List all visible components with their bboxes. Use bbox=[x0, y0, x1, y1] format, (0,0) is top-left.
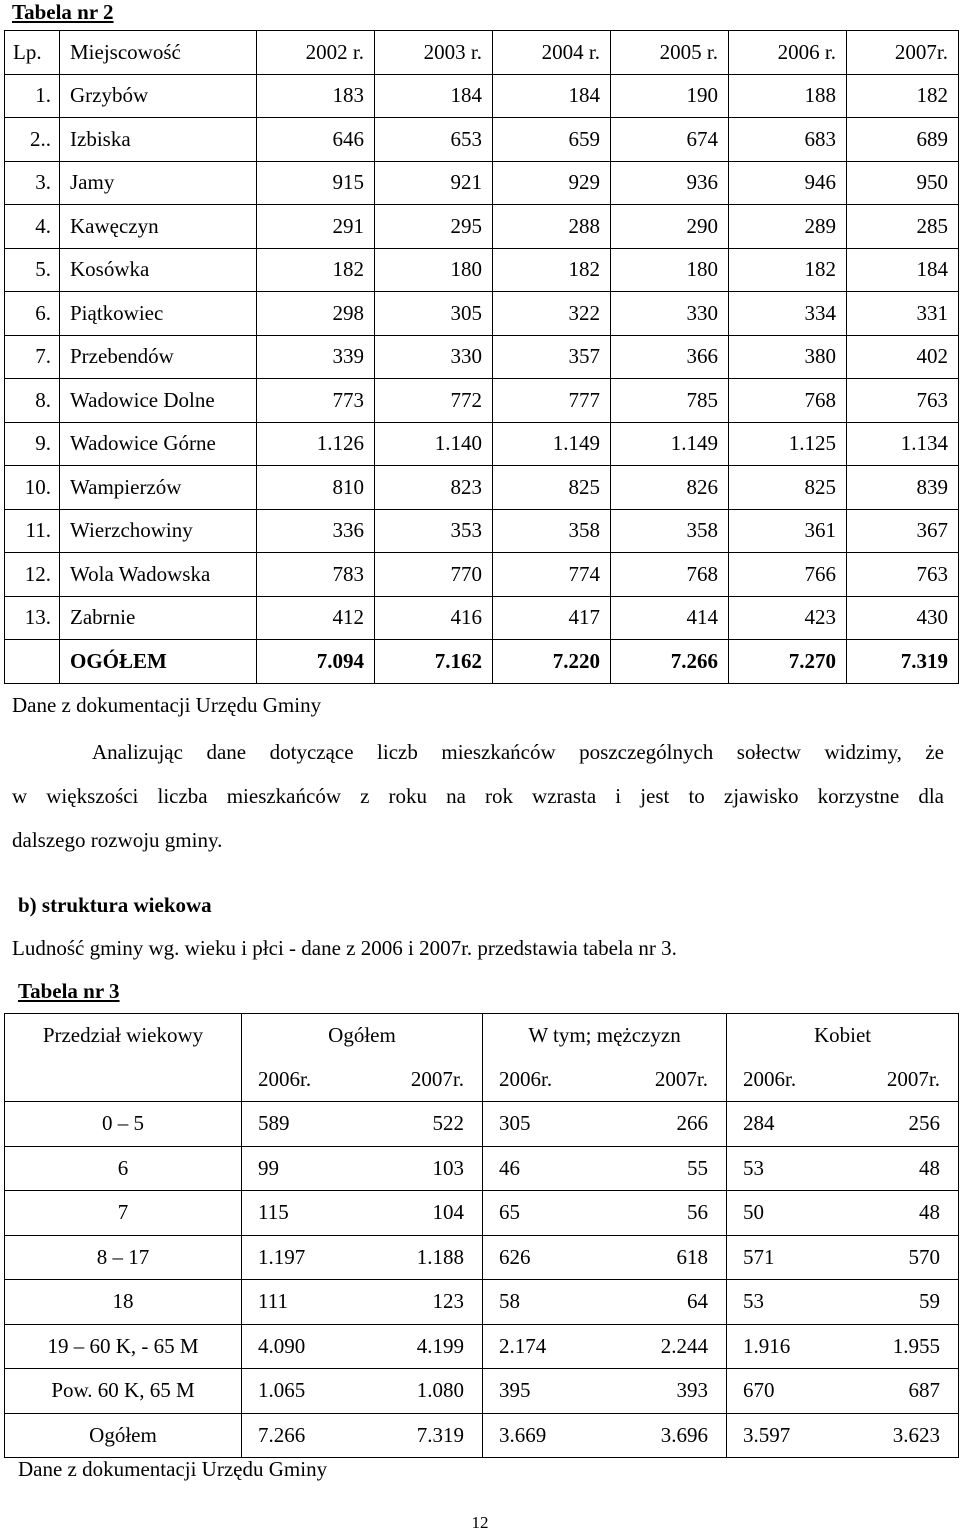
table-cell: 810 bbox=[257, 466, 375, 510]
table-cell: 763 bbox=[847, 553, 959, 597]
table-row bbox=[5, 1324, 959, 1369]
table-cell: 46 bbox=[483, 1146, 603, 1191]
table-cell: 50 bbox=[727, 1191, 841, 1236]
table-cell: 353 bbox=[375, 509, 493, 553]
table-cell: 298 bbox=[257, 292, 375, 336]
table-cell: 589 bbox=[242, 1102, 367, 1147]
table-cell: 3.696 bbox=[603, 1413, 727, 1458]
table-cell: 58 bbox=[483, 1280, 603, 1325]
table-cell: Wola Wadowska bbox=[60, 553, 257, 597]
table-cell: 4.199 bbox=[367, 1324, 483, 1369]
table-row bbox=[5, 1146, 959, 1191]
table-cell: 53 bbox=[727, 1146, 841, 1191]
table-cell: 683 bbox=[729, 118, 847, 162]
table-row bbox=[5, 553, 959, 597]
table-cell: 284 bbox=[727, 1102, 841, 1147]
table2-title: Tabela nr 2 bbox=[12, 0, 114, 24]
table-cell: 7.270 bbox=[729, 640, 847, 684]
table-cell: 180 bbox=[611, 248, 729, 292]
table-cell: 783 bbox=[257, 553, 375, 597]
table-cell: Wadowice Dolne bbox=[60, 379, 257, 423]
section-heading: b) struktura wiekowa bbox=[18, 893, 212, 917]
table-cell: 59 bbox=[841, 1280, 959, 1325]
table-cell: 414 bbox=[611, 596, 729, 640]
table-cell: 334 bbox=[729, 292, 847, 336]
table-row bbox=[5, 1369, 959, 1414]
table-cell: 626 bbox=[483, 1235, 603, 1280]
table-row bbox=[5, 596, 959, 640]
table3-age-cell: 6 bbox=[5, 1146, 242, 1191]
table-cell: 291 bbox=[257, 205, 375, 249]
table3-year-cell: 2006r. bbox=[743, 1066, 797, 1091]
table-cell: 7.162 bbox=[375, 640, 493, 684]
table-cell: Kawęczyn bbox=[60, 205, 257, 249]
table-cell: 305 bbox=[483, 1102, 603, 1147]
table3-year-cell: 2007r. bbox=[603, 1058, 727, 1102]
table-cell bbox=[5, 640, 60, 684]
table-cell: 1.188 bbox=[367, 1235, 483, 1280]
table-cell: 1. bbox=[5, 74, 60, 118]
table-cell: 1.140 bbox=[375, 422, 493, 466]
table-cell: 1.065 bbox=[242, 1369, 367, 1414]
table-cell: 7.266 bbox=[611, 640, 729, 684]
table-cell: 402 bbox=[847, 335, 959, 379]
table-cell: 11. bbox=[5, 509, 60, 553]
table-cell: 336 bbox=[257, 509, 375, 553]
table-cell: 7.266 bbox=[242, 1413, 367, 1458]
table-cell: 395 bbox=[483, 1369, 603, 1414]
table-cell: Przebendów bbox=[60, 335, 257, 379]
table-cell: 3.669 bbox=[483, 1413, 603, 1458]
table-cell: 53 bbox=[727, 1280, 841, 1325]
table2-header-row bbox=[5, 31, 959, 75]
table-cell: 412 bbox=[257, 596, 375, 640]
table-row bbox=[5, 205, 959, 249]
table-cell: 5. bbox=[5, 248, 60, 292]
table-cell: Wadowice Górne bbox=[60, 422, 257, 466]
table2-header-cell: 2007r. bbox=[847, 31, 959, 75]
table3-age-cell: 19 – 60 K, - 65 M bbox=[5, 1324, 242, 1369]
table-cell: 357 bbox=[493, 335, 611, 379]
table-cell: 183 bbox=[257, 74, 375, 118]
table-cell: 1.125 bbox=[729, 422, 847, 466]
table-cell: 417 bbox=[493, 596, 611, 640]
table2-source-note: Dane z dokumentacji Urzędu Gminy bbox=[12, 693, 322, 717]
table3-age-cell: 7 bbox=[5, 1191, 242, 1236]
table3-header-cell bbox=[5, 1058, 242, 1102]
table3 bbox=[4, 1013, 959, 1458]
table3-age-cell: Ogółem bbox=[5, 1413, 242, 1458]
table-cell: 358 bbox=[493, 509, 611, 553]
table-cell: 936 bbox=[611, 161, 729, 205]
table-cell: 13. bbox=[5, 596, 60, 640]
table-cell: 1.197 bbox=[242, 1235, 367, 1280]
table-cell: 290 bbox=[611, 205, 729, 249]
table-cell: 772 bbox=[375, 379, 493, 423]
table-cell: 48 bbox=[841, 1191, 959, 1236]
table3-header-cell: W tym; mężczyzn bbox=[483, 1014, 727, 1058]
table2-header-cell: Miejscowość bbox=[60, 31, 257, 75]
table2-header-cell: 2006 r. bbox=[729, 31, 847, 75]
table2-total-row bbox=[5, 640, 959, 684]
table-cell: 339 bbox=[257, 335, 375, 379]
table-row bbox=[5, 74, 959, 118]
table-row bbox=[5, 335, 959, 379]
table-cell: 184 bbox=[493, 74, 611, 118]
table-cell: 393 bbox=[603, 1369, 727, 1414]
table-cell: 646 bbox=[257, 118, 375, 162]
table-cell: 423 bbox=[729, 596, 847, 640]
table-cell: 56 bbox=[603, 1191, 727, 1236]
table3-source-note: Dane z dokumentacji Urzędu Gminy bbox=[18, 1457, 328, 1481]
table2-header-cell: 2002 r. bbox=[257, 31, 375, 75]
table-cell: 825 bbox=[493, 466, 611, 510]
table-cell: 2.174 bbox=[483, 1324, 603, 1369]
table-cell: 687 bbox=[841, 1369, 959, 1414]
table-cell: 184 bbox=[847, 248, 959, 292]
table-cell: 1.955 bbox=[841, 1324, 959, 1369]
table-row bbox=[5, 118, 959, 162]
table-cell: Izbiska bbox=[60, 118, 257, 162]
table2-header-cell: 2004 r. bbox=[493, 31, 611, 75]
table3-year-cell: 2006r. bbox=[499, 1066, 553, 1091]
table-cell: 770 bbox=[375, 553, 493, 597]
paragraph-line: dalszego rozwoju gminy. bbox=[12, 828, 223, 852]
table3-age-cell: 8 – 17 bbox=[5, 1235, 242, 1280]
table-cell: Wampierzów bbox=[60, 466, 257, 510]
table-cell: 188 bbox=[729, 74, 847, 118]
page-number: 12 bbox=[471, 1513, 489, 1532]
table-cell: Jamy bbox=[60, 161, 257, 205]
table-cell: 111 bbox=[242, 1280, 367, 1325]
table-cell: 182 bbox=[493, 248, 611, 292]
table-cell: 184 bbox=[375, 74, 493, 118]
table-cell: 3.623 bbox=[841, 1413, 959, 1458]
table-cell: 358 bbox=[611, 509, 729, 553]
table-cell: 2.244 bbox=[603, 1324, 727, 1369]
table-cell: 6. bbox=[5, 292, 60, 336]
table2 bbox=[4, 30, 959, 684]
table-cell: 256 bbox=[841, 1102, 959, 1147]
table-cell: Wierzchowiny bbox=[60, 509, 257, 553]
table-cell: 763 bbox=[847, 379, 959, 423]
table-cell: 361 bbox=[729, 509, 847, 553]
table-cell: 766 bbox=[729, 553, 847, 597]
table-cell: 618 bbox=[603, 1235, 727, 1280]
table-cell: 115 bbox=[242, 1191, 367, 1236]
table-cell: 55 bbox=[603, 1146, 727, 1191]
table-cell: 659 bbox=[493, 118, 611, 162]
table2-header-cell: 2003 r. bbox=[375, 31, 493, 75]
table-cell: 921 bbox=[375, 161, 493, 205]
table-row bbox=[5, 1280, 959, 1325]
table-cell: 823 bbox=[375, 466, 493, 510]
table3-year-row bbox=[5, 1058, 959, 1102]
table-cell: 950 bbox=[847, 161, 959, 205]
table-cell: 9. bbox=[5, 422, 60, 466]
table-cell: 777 bbox=[493, 379, 611, 423]
table3-age-cell: 0 – 5 bbox=[5, 1102, 242, 1147]
table-cell: 48 bbox=[841, 1146, 959, 1191]
table-cell: 1.126 bbox=[257, 422, 375, 466]
table-cell: 182 bbox=[257, 248, 375, 292]
table-row bbox=[5, 1235, 959, 1280]
table-cell: 182 bbox=[847, 74, 959, 118]
table3-header-cell: Przedział wiekowy bbox=[5, 1014, 242, 1058]
table-cell: 1.149 bbox=[611, 422, 729, 466]
table-cell: 366 bbox=[611, 335, 729, 379]
table-cell: 1.134 bbox=[847, 422, 959, 466]
table3-age-cell: Pow. 60 K, 65 M bbox=[5, 1369, 242, 1414]
table-cell: 331 bbox=[847, 292, 959, 336]
table-cell: 289 bbox=[729, 205, 847, 249]
table3-header-cell: Ogółem bbox=[242, 1014, 483, 1058]
table3-group-header-row bbox=[5, 1014, 959, 1058]
table-cell: 915 bbox=[257, 161, 375, 205]
table-cell: 785 bbox=[611, 379, 729, 423]
table-cell: OGÓŁEM bbox=[60, 640, 257, 684]
paragraph-line: Analizując dane dotyczące liczb mieszkańców poszczególnych sołectw widzimy, że bbox=[92, 740, 944, 764]
table-row bbox=[5, 161, 959, 205]
table-row bbox=[5, 379, 959, 423]
table-cell: 330 bbox=[611, 292, 729, 336]
table-cell: 826 bbox=[611, 466, 729, 510]
table-row bbox=[5, 422, 959, 466]
table2-header-cell: 2005 r. bbox=[611, 31, 729, 75]
table-cell: 12. bbox=[5, 553, 60, 597]
table-cell: 4. bbox=[5, 205, 60, 249]
table-cell: 653 bbox=[375, 118, 493, 162]
table-cell: 416 bbox=[375, 596, 493, 640]
table-cell: 7. bbox=[5, 335, 60, 379]
table-cell: 380 bbox=[729, 335, 847, 379]
table-cell: 4.090 bbox=[242, 1324, 367, 1369]
table-cell: Grzybów bbox=[60, 74, 257, 118]
table-cell: 285 bbox=[847, 205, 959, 249]
table2-header-cell: Lp. bbox=[5, 31, 60, 75]
table3-header-cell: Kobiet bbox=[727, 1014, 959, 1058]
table-cell: 768 bbox=[729, 379, 847, 423]
table-cell: 768 bbox=[611, 553, 729, 597]
table-row bbox=[5, 292, 959, 336]
table-row bbox=[5, 509, 959, 553]
table-cell: 288 bbox=[493, 205, 611, 249]
table-cell: 839 bbox=[847, 466, 959, 510]
table-cell: 8. bbox=[5, 379, 60, 423]
table-cell: 774 bbox=[493, 553, 611, 597]
table-cell: 7.220 bbox=[493, 640, 611, 684]
table-row bbox=[5, 1102, 959, 1147]
table-cell: 7.319 bbox=[367, 1413, 483, 1458]
table-cell: 2.. bbox=[5, 118, 60, 162]
table-cell: 674 bbox=[611, 118, 729, 162]
section-intro: Ludność gminy wg. wieku i płci - dane z 2006 i 2007r. przedstawia tabela nr 3. bbox=[12, 936, 677, 960]
table-cell: 773 bbox=[257, 379, 375, 423]
table-cell: 330 bbox=[375, 335, 493, 379]
table-cell: 123 bbox=[367, 1280, 483, 1325]
table-cell: 266 bbox=[603, 1102, 727, 1147]
table-cell: Zabrnie bbox=[60, 596, 257, 640]
table-cell: Piątkowiec bbox=[60, 292, 257, 336]
table-cell: 182 bbox=[729, 248, 847, 292]
table-cell: 571 bbox=[727, 1235, 841, 1280]
table-cell: 180 bbox=[375, 248, 493, 292]
table-cell: 522 bbox=[367, 1102, 483, 1147]
table3-year-cell: 2007r. bbox=[841, 1058, 959, 1102]
table-cell: 689 bbox=[847, 118, 959, 162]
table-cell: 570 bbox=[841, 1235, 959, 1280]
table-cell: 367 bbox=[847, 509, 959, 553]
table-cell: 7.094 bbox=[257, 640, 375, 684]
table-cell: 1.149 bbox=[493, 422, 611, 466]
table-cell: Kosówka bbox=[60, 248, 257, 292]
paragraph-line: w większości liczba mieszkańców z roku na rok wzrasta i jest to zjawisko korzystne dla bbox=[12, 784, 944, 808]
table-row bbox=[5, 466, 959, 510]
table3-year-cell: 2007r. bbox=[367, 1058, 483, 1102]
table-cell: 670 bbox=[727, 1369, 841, 1414]
table-cell: 103 bbox=[367, 1146, 483, 1191]
table3-age-cell: 18 bbox=[5, 1280, 242, 1325]
table-cell: 99 bbox=[242, 1146, 367, 1191]
table-cell: 946 bbox=[729, 161, 847, 205]
table-cell: 7.319 bbox=[847, 640, 959, 684]
table-cell: 65 bbox=[483, 1191, 603, 1236]
table-row bbox=[5, 1191, 959, 1236]
table-cell: 64 bbox=[603, 1280, 727, 1325]
table-cell: 929 bbox=[493, 161, 611, 205]
table-cell: 295 bbox=[375, 205, 493, 249]
table-cell: 1.080 bbox=[367, 1369, 483, 1414]
table-cell: 430 bbox=[847, 596, 959, 640]
table-cell: 825 bbox=[729, 466, 847, 510]
table-cell: 322 bbox=[493, 292, 611, 336]
table-cell: 3.597 bbox=[727, 1413, 841, 1458]
table3-title: Tabela nr 3 bbox=[18, 979, 120, 1003]
table-cell: 1.916 bbox=[727, 1324, 841, 1369]
table-cell: 3. bbox=[5, 161, 60, 205]
table-cell: 190 bbox=[611, 74, 729, 118]
table-cell: 305 bbox=[375, 292, 493, 336]
table-cell: 10. bbox=[5, 466, 60, 510]
table-row bbox=[5, 248, 959, 292]
table-row bbox=[5, 1413, 959, 1458]
table3-year-cell: 2006r. bbox=[258, 1066, 312, 1091]
table-cell: 104 bbox=[367, 1191, 483, 1236]
